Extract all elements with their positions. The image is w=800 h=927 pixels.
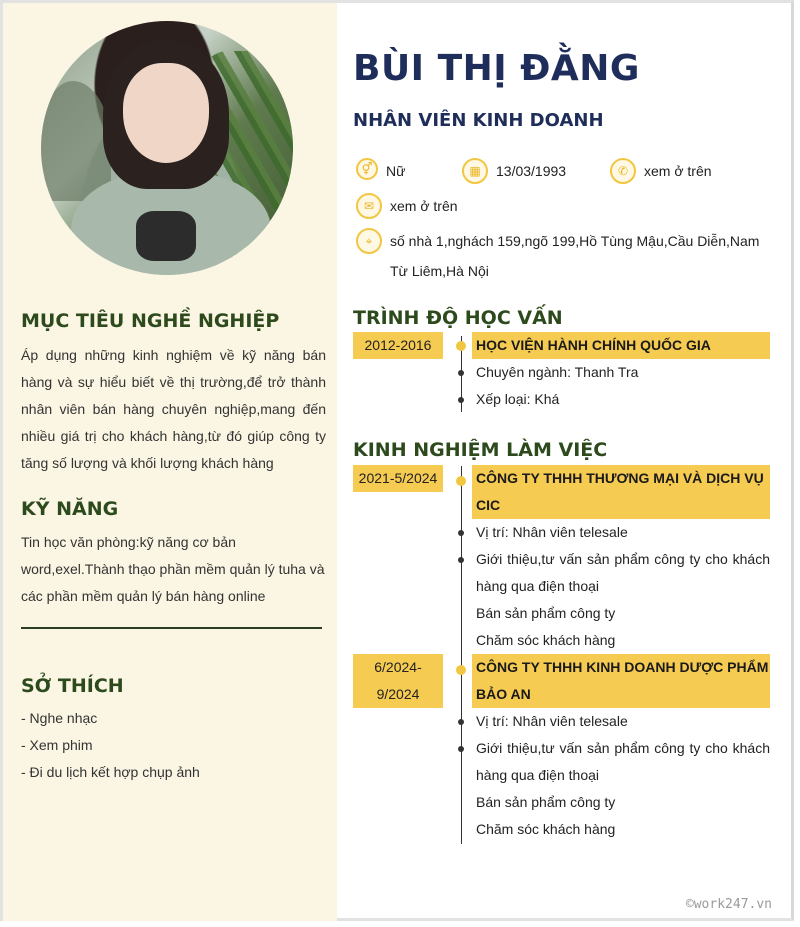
education-major: Chuyên ngành: Thanh Tra <box>476 364 639 380</box>
job-task: Bán sản phẩm công ty <box>476 605 616 621</box>
job-description: Giới thiệu,tư vấn sản phẩm công ty cho khách hàng qua điện thoại <box>476 740 770 783</box>
address-info <box>356 226 776 286</box>
job-company: CÔNG TY THHH THƯƠNG MẠI VÀ DỊCH VỤ CIC <box>472 465 770 519</box>
phone-icon: ✆ <box>610 158 636 184</box>
job-task: Bán sản phẩm công ty <box>476 794 616 810</box>
divider <box>21 627 322 629</box>
list-item: - Xem phim <box>21 737 93 753</box>
job-task: Chăm sóc khách hàng <box>476 821 616 837</box>
location-icon: ⌖ <box>356 228 382 254</box>
candidate-name: BÙI THỊ ĐẰNG <box>353 48 640 89</box>
skills-text: Tin học văn phòng:kỹ năng cơ bản word,exel.Thành thạo phần mềm quản lý tuha và các phần mềm quản lý bán hàng online <box>21 534 325 604</box>
address-line-2: Từ Liêm,Hà Nội <box>390 263 489 279</box>
phone-value: xem ở trên <box>644 163 712 179</box>
candidate-position: NHÂN VIÊN KINH DOANH <box>353 110 604 131</box>
email-info <box>356 191 458 221</box>
avatar <box>41 21 293 275</box>
gender-icon: ⚥ <box>356 158 378 180</box>
phone-info <box>610 156 712 186</box>
job-role: Vị trí: Nhân viên telesale <box>476 524 628 540</box>
email-value: xem ở trên <box>390 198 458 214</box>
job-company: CÔNG TY THHH KINH DOANH DƯỢC PHẨM BẢO AN <box>472 654 770 708</box>
timeline-dot <box>458 557 464 563</box>
list-item: - Đi du lịch kết hợp chụp ảnh <box>21 764 200 780</box>
timeline-dot <box>458 719 464 725</box>
education-grade: Xếp loại: Khá <box>476 391 560 407</box>
birthday-info <box>462 156 566 186</box>
timeline-dot <box>456 665 466 675</box>
sidebar <box>3 3 337 921</box>
birthday-value: 13/03/1993 <box>496 163 567 179</box>
job-date-end: 9/2024 <box>376 686 420 702</box>
watermark: ©work247.vn <box>685 897 772 912</box>
job-role: Vị trí: Nhân viên telesale <box>476 713 628 729</box>
education-date: 2012-2016 <box>353 332 443 359</box>
email-icon: ✉ <box>356 193 382 219</box>
birthday-icon: ▦ <box>462 158 488 184</box>
objective-title: MỤC TIÊU NGHỀ NGHIỆP <box>21 310 280 332</box>
timeline-dot <box>458 530 464 536</box>
job-date: 2021-5/2024 <box>353 465 443 492</box>
address-line-1: số nhà 1,nghách 159,ngõ 199,Hồ Tùng Mậu,Cầu Diễn,Nam <box>390 233 760 249</box>
gender-value: Nữ <box>386 163 406 179</box>
skills-title: KỸ NĂNG <box>21 498 119 520</box>
experience-timeline <box>461 466 462 844</box>
list-item: - Nghe nhạc <box>21 710 98 726</box>
education-school: HỌC VIỆN HÀNH CHÍNH QUỐC GIA <box>472 332 770 359</box>
timeline-dot <box>456 341 466 351</box>
timeline-dot <box>456 476 466 486</box>
timeline-dot <box>458 397 464 403</box>
timeline-dot <box>458 746 464 752</box>
hobbies-title: SỞ THÍCH <box>21 675 124 697</box>
job-date-start: 6/2024- <box>374 659 422 675</box>
job-description: Giới thiệu,tư vấn sản phẩm công ty cho khách hàng qua điện thoại <box>476 551 770 594</box>
gender-info <box>356 156 405 186</box>
address-value <box>390 226 759 286</box>
job-date <box>353 654 443 708</box>
job-task: Chăm sóc khách hàng <box>476 632 616 648</box>
education-title: TRÌNH ĐỘ HỌC VẤN <box>353 307 563 329</box>
experience-title: KINH NGHIỆM LÀM VIỆC <box>353 439 608 461</box>
hobbies-list <box>21 705 200 786</box>
objective-text: Áp dụng những kinh nghiệm về kỹ năng bán hàng và sự hiểu biết về thị trường,để trở thành nhân viên bán hàng chuyên nghiệp,mang đến nhiều giá trị cho khách hàng,từ đó giúp công ty tăng số lượng và khối lượng khách hàng <box>21 347 326 471</box>
timeline-dot <box>458 370 464 376</box>
